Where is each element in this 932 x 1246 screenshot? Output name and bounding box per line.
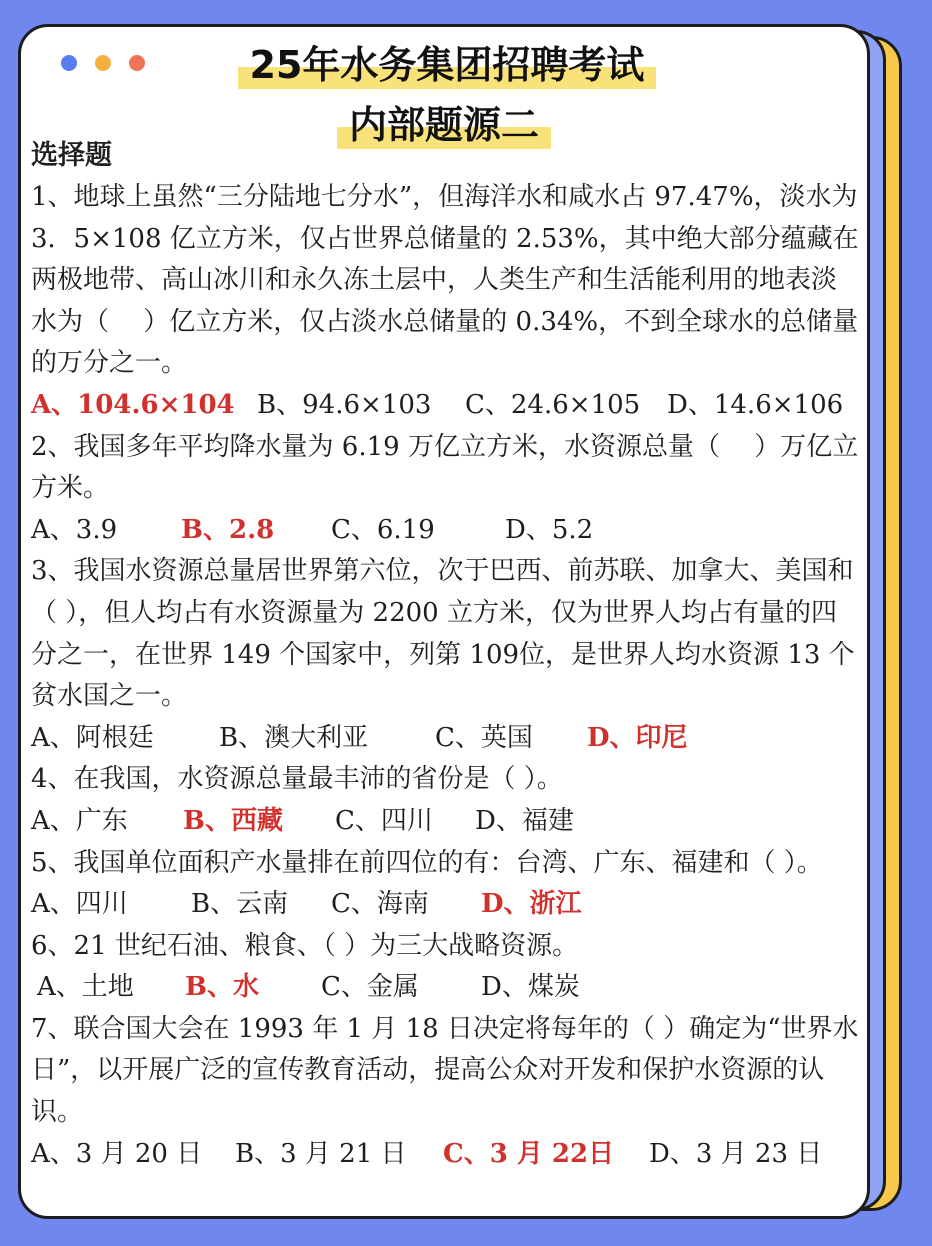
option-4a: A、广东 <box>31 805 128 836</box>
option-3a: A、阿根廷 <box>31 722 154 753</box>
option-6a: A、土地 <box>37 972 134 1003</box>
title-line-1: 25年水务集团招聘考试 <box>238 39 657 91</box>
option-5d: D、浙江 <box>481 889 582 920</box>
question-5: 5、我国单位面积产水量排在前四位的有：台湾、广东、福建和（ ）。 <box>31 847 823 878</box>
option-3d: D、印尼 <box>587 722 688 753</box>
options-2 <box>31 510 861 552</box>
option-7c: C、3 月 22日 <box>443 1138 615 1169</box>
option-5b: B、云南 <box>191 889 289 920</box>
option-1c: C、24.6×105 <box>465 389 641 420</box>
option-7d: D、3 月 23 日 <box>649 1138 823 1169</box>
option-6d: D、煤炭 <box>481 972 580 1003</box>
options-3 <box>31 718 861 760</box>
question-1: 1、地球上虽然“三分陆地七分水”，但海洋水和咸水占 97.47%，淡水为 3．5×108 亿立方米，仅占世界总储量的 2.53%，其中绝大部分蕴藏在两极地带、高山冰川和永久冻土层中，人类生产和生活能利用的地表淡水为（ ）亿立方米，仅占淡水总储量的 0.34%，不到全球水的总储量的万分之一。 <box>31 182 859 379</box>
option-2b: B、2.8 <box>181 514 275 545</box>
page-title <box>21 39 867 151</box>
option-5a: A、四川 <box>31 889 128 920</box>
option-2d: D、5.2 <box>505 514 594 545</box>
option-5c: C、海南 <box>331 889 429 920</box>
question-list <box>31 137 861 1175</box>
option-7b: B、3 月 21 日 <box>235 1138 407 1169</box>
section-heading: 选择题 <box>31 140 112 171</box>
option-6b: B、水 <box>185 972 259 1003</box>
options-7 <box>31 1134 861 1176</box>
options-6 <box>31 967 861 1009</box>
option-4b: B、西藏 <box>183 805 283 836</box>
option-1d: D、14.6×106 <box>667 389 844 420</box>
option-1b: B、94.6×103 <box>257 389 432 420</box>
question-7: 7、联合国大会在 1993 年 1 月 18 日决定将每年的（ ）确定为“世界水日”，以开展广泛的宣传教育活动，提高公众对开发和保护水资源的认识。 <box>31 1013 859 1128</box>
option-2c: C、6.19 <box>331 514 435 545</box>
options-5 <box>31 884 861 926</box>
options-4 <box>31 801 861 843</box>
option-4c: C、四川 <box>335 805 433 836</box>
option-7a: A、3 月 20 日 <box>31 1138 203 1169</box>
question-4: 4、在我国，水资源总量最丰沛的省份是（ ）。 <box>31 764 563 795</box>
option-1a: A、104.6×104 <box>31 389 235 420</box>
question-card <box>18 24 870 1219</box>
option-4d: D、福建 <box>475 805 574 836</box>
option-3c: C、英国 <box>435 722 533 753</box>
title-line-2: 内部题源二 <box>337 99 551 151</box>
question-3: 3、我国水资源总量居世界第六位，次于巴西、前苏联、加拿大、美国和（ ），但人均占有水资源量为 2200 立方米，仅为世界人均占有量的四分之一，在世界 149 个国家中，列第 109位，是世界人均水资源 13 个贫水国之一。 <box>31 556 855 712</box>
question-2: 2、我国多年平均降水量为 6.19 万亿立方米，水资源总量（ ）万亿立方米。 <box>31 431 859 504</box>
option-3b: B、澳大利亚 <box>219 722 369 753</box>
question-6: 6、21 世纪石油、粮食、（ ）为三大战略资源。 <box>31 930 579 961</box>
option-6c: C、金属 <box>321 972 419 1003</box>
options-1 <box>31 385 861 427</box>
option-2a: A、3.9 <box>31 514 118 545</box>
